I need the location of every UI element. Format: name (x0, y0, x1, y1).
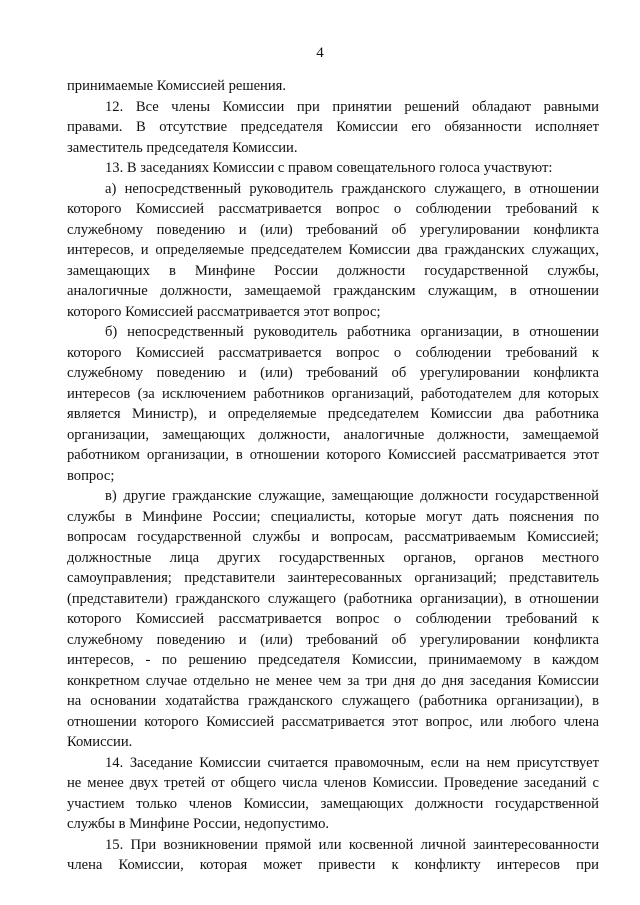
paragraph (67, 179, 599, 323)
text-line: которого Комиссией рассматривается этот вопрос; (67, 303, 381, 320)
text-line: работником организации, в отношении которого Комиссией рассматривается этот (67, 447, 599, 463)
text-line: участием только членов Комиссии, замещающих должности государственной (67, 795, 599, 812)
page-number: 4 (316, 45, 324, 61)
paragraph (67, 322, 599, 486)
text-line: служебному поведению и (или) требований об урегулировании конфликта (67, 221, 599, 238)
text-line: вопросам государственной службы и вопросам, рассматриваемым Комиссией; (67, 529, 599, 545)
text-line: правами. В отсутствие председателя Комиссии его обязанности исполняет (67, 119, 599, 135)
text-line: интересов, - по решению председателя Комиссии, принимаемому в каждом (67, 652, 599, 668)
text-line: должностные лица других государственных органов, органов местного (67, 549, 599, 566)
text-line: служебному поведению и (или) требований об урегулировании конфликта (67, 365, 599, 381)
text-line: службы в Минфине России, недопустимо. (67, 816, 330, 832)
text-line: служебному поведению и (или) требований об урегулировании конфликта (67, 631, 599, 648)
text-line: вопрос; (67, 467, 115, 484)
text-line: аналогичные должности, замещаемой гражданским служащим, в отношении (67, 283, 599, 299)
text-line: является Министр), и определяемые председателем Комиссии два работника (67, 406, 599, 422)
paragraph (67, 76, 599, 97)
text-line: на основании ходатайства гражданского служащего (работника организации), в (67, 693, 599, 709)
text-line: 14. Заседание Комиссии считается правомочным, если на нем присутствует (105, 754, 599, 771)
paragraph (67, 753, 599, 835)
text-line: отношении которого Комиссией рассматривается этот вопрос, или любого члена (67, 713, 599, 730)
text-line: самоуправления; представители заинтересованных организаций; представитель (67, 570, 599, 586)
text-line: б) непосредственный руководитель работника организации, в отношении (105, 324, 599, 340)
text-line: принимаемые Комиссией решения. (67, 78, 287, 94)
text-line: 13. В заседаниях Комиссии с правом совещательного голоса участвуют: (105, 160, 553, 176)
document-body (67, 76, 599, 876)
text-line: Комиссии. (67, 734, 133, 750)
text-line: которого Комиссией рассматривается вопрос о соблюдении требований к (67, 201, 599, 217)
text-line: организации, замещающих должности, аналогичные должности, замещаемой (67, 426, 599, 443)
text-line: интересов, и определяемые председателем Комиссии два гражданских служащих, (67, 242, 599, 258)
text-line: 15. При возникновении прямой или косвенной личной заинтересованности (105, 836, 599, 853)
text-line: в) другие гражданские служащие, замещающие должности государственной (105, 488, 599, 504)
text-line: замещающих в Минфине России должности государственной службы, (67, 262, 599, 279)
paragraph (67, 486, 599, 753)
text-line: заместитель председателя Комиссии. (67, 139, 298, 156)
paragraph (67, 158, 599, 179)
text-line: (представители) гражданского служащего (работника организации), в отношении (67, 590, 599, 607)
text-line: конкретном случае отдельно не менее чем за три дня до дня заседания Комиссии (67, 672, 599, 689)
paragraph (67, 835, 599, 876)
text-line: которого Комиссией рассматривается вопрос о соблюдении требований к (67, 611, 599, 627)
paragraph (67, 97, 599, 159)
text-line: не менее двух третей от общего числа членов Комиссии. Проведение заседаний с (67, 775, 599, 791)
text-line: которого Комиссией рассматривается вопрос о соблюдении требований к (67, 344, 599, 361)
text-line: 12. Все члены Комиссии при принятии решений обладают равными (105, 98, 599, 115)
text-line: интересов (за исключением работников организаций, работодателем для которых (67, 385, 599, 402)
text-line: службы в Минфине России; специалисты, которые могут дать пояснения по (67, 508, 599, 525)
text-line: члена Комиссии, которая может привести к конфликту интересов при (67, 857, 599, 873)
text-line: а) непосредственный руководитель гражданского служащего, в отношении (105, 180, 599, 197)
